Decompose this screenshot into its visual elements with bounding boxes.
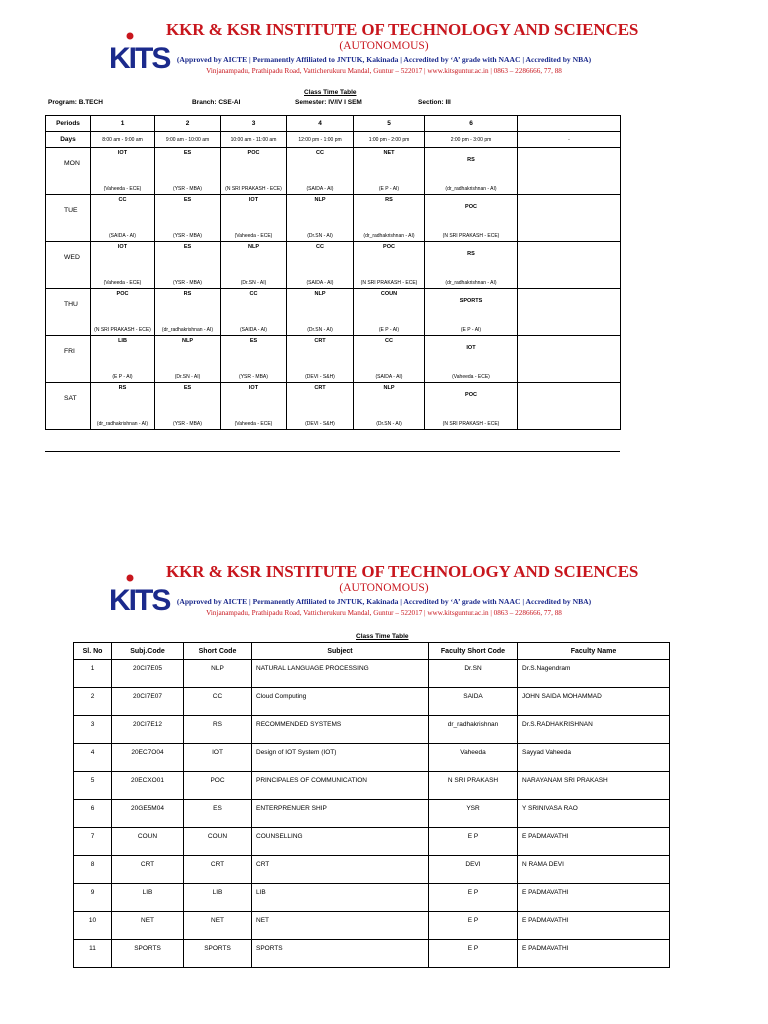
timetable-bottom-rule [45, 451, 620, 452]
table-cell: E PADMAVATHI [518, 940, 670, 968]
table-cell: E PADMAVATHI [518, 912, 670, 940]
timetable-cell [155, 148, 221, 195]
timetable-cell [91, 148, 155, 195]
subject-code: ES [183, 385, 192, 391]
timetable-cell [518, 289, 621, 336]
table-cell: E PADMAVATHI [518, 828, 670, 856]
table-cell: 10 [74, 912, 112, 940]
timetable-cell [518, 148, 621, 195]
faculty-code: (Dr.SN - AI) [240, 280, 267, 286]
timetable-cell [155, 336, 221, 383]
column-header: Faculty Short Code [429, 643, 518, 660]
timetable-cell [425, 242, 518, 289]
period-time: 9:00 am - 10:00 am [155, 132, 221, 148]
institute-accreditation: (Approved by AICTE | Permanently Affiliated to JNTUK, Kakinada | Accredited by ‘A’ grade with NAAC | Accredited by NBA) [176, 597, 592, 606]
timetable-cell [91, 383, 155, 430]
subject-code: ES [183, 244, 192, 250]
subject-code: COUN [380, 291, 398, 297]
timetable-row [46, 336, 621, 383]
table-cell: RECOMMENDED SYSTEMS [252, 716, 429, 744]
faculty-code: (E P - AI) [460, 327, 482, 333]
table-cell: NET [252, 912, 429, 940]
timetable-cell [287, 242, 354, 289]
timetable-cell [155, 195, 221, 242]
table-row [74, 828, 670, 856]
table-cell: Design of IOT System (IOT) [252, 744, 429, 772]
subject-code: NLP [314, 291, 326, 297]
day-label: TUE [64, 207, 78, 214]
column-header: Sl. No [74, 643, 112, 660]
table-cell: POC [184, 772, 252, 800]
subject-code: RS [467, 251, 475, 257]
day-cell [46, 148, 91, 195]
timetable-cell [221, 195, 287, 242]
table-cell: NARAYANAM SRI PRAKASH [518, 772, 670, 800]
timetable-cell [354, 195, 425, 242]
table-cell: N RAMA DEVI [518, 856, 670, 884]
timetable-cell [354, 242, 425, 289]
period-time: 8:00 am - 9:00 am [91, 132, 155, 148]
timetable-cell [91, 242, 155, 289]
table-cell: SPORTS [112, 940, 184, 968]
day-cell [46, 195, 91, 242]
table-cell: SPORTS [252, 940, 429, 968]
kits-logo [108, 568, 170, 618]
table-cell: 20ECXO01 [112, 772, 184, 800]
table-cell: COUN [112, 828, 184, 856]
table-cell: 20EC7O04 [112, 744, 184, 772]
table-cell: LIB [252, 884, 429, 912]
table-cell: N SRI PRAKASH [429, 772, 518, 800]
table-cell: RS [184, 716, 252, 744]
subject-code: NLP [314, 197, 326, 203]
timetable-cell [518, 336, 621, 383]
timetable-cell [354, 289, 425, 336]
subject-code: NLP [383, 385, 395, 391]
period-time: 10:00 am - 11:00 am [221, 132, 287, 148]
column-header: Short Code [184, 643, 252, 660]
table-row [74, 884, 670, 912]
faculty-code: (N SRI PRAKASH - ECE) [442, 233, 500, 239]
table-cell: 20CI7E05 [112, 660, 184, 688]
table-cell: CRT [184, 856, 252, 884]
column-header: Subject [252, 643, 429, 660]
subject-code: POC [247, 150, 260, 156]
table-cell: E P [429, 912, 518, 940]
faculty-code: (Vaheeda - ECE) [103, 186, 142, 192]
subject-code: POC [465, 392, 477, 398]
period-number: 5 [354, 116, 425, 132]
subject-code: IOT [117, 150, 128, 156]
faculty-code: (SAIDA - AI) [240, 327, 267, 333]
subject-code: ES [183, 150, 192, 156]
faculty-code: (Vaheeda - ECE) [452, 374, 490, 380]
faculty-code: (dr_radhakrishnan - AI) [96, 421, 149, 427]
subject-code: CC [316, 150, 324, 156]
timetable-cell [425, 383, 518, 430]
faculty-code: (N SRI PRAKASH - ECE) [225, 186, 282, 192]
faculty-code: (Dr.SN - AI) [174, 374, 201, 380]
faculty-code: (Vaheeda - ECE) [234, 421, 273, 427]
timetable-cell [287, 148, 354, 195]
semester-label: Semester: IV/IV I SEM [295, 99, 362, 106]
table-cell: 7 [74, 828, 112, 856]
section-label: Section: III [418, 99, 451, 106]
faculty-code: (Vaheeda - ECE) [103, 280, 142, 286]
table-cell: Dr.S.Nagendram [518, 660, 670, 688]
institute-address: Vinjanampadu, Prathipadu Road, Vatticherukuru Mandal, Guntur – 522017 | www.kitsguntur.ac.in | 0863 – 2286666, 77, 88 [206, 67, 562, 75]
timetable-cell [518, 383, 621, 430]
timetable-cell [155, 383, 221, 430]
day-cell [46, 289, 91, 336]
table-row [74, 744, 670, 772]
subject-code: ES [183, 197, 192, 203]
subject-code: CRT [314, 385, 326, 391]
institute-header-2 [108, 562, 639, 622]
faculty-code: (N SRI PRAKASH - ECE) [442, 421, 500, 427]
subject-code: CC [385, 338, 393, 344]
svg-text:KITS: KITS [109, 584, 170, 617]
subject-code: ES [249, 338, 258, 344]
table-cell: E P [429, 884, 518, 912]
subject-code: IOT [248, 197, 259, 203]
table-row [74, 940, 670, 968]
faculty-code: (dr_radhakrishnan - AI) [445, 186, 497, 192]
institute-name: KKR & KSR INSTITUTE OF TECHNOLOGY AND SCIENCES [166, 20, 639, 39]
table-cell: E P [429, 940, 518, 968]
days-label: Days [46, 132, 91, 148]
day-cell [46, 336, 91, 383]
subject-code: CC [249, 291, 258, 297]
subject-code: IOT [248, 385, 259, 391]
table-cell: SAIDA [429, 688, 518, 716]
column-header: Subj.Code [112, 643, 184, 660]
subject-code: NLP [248, 244, 259, 250]
table-cell: 9 [74, 884, 112, 912]
table-cell: dr_radhakrishnan [429, 716, 518, 744]
svg-text:KITS: KITS [109, 42, 170, 75]
period-number: 3 [221, 116, 287, 132]
timetable-row [46, 289, 621, 336]
period-time: 1:00 pm - 2:00 pm [354, 132, 425, 148]
timetable-cell [221, 336, 287, 383]
table-cell: Y SRINIVASA RAO [518, 800, 670, 828]
institute-accreditation: (Approved by AICTE | Permanently Affiliated to JNTUK, Kakinada | Accredited by ‘A’ grade with NAAC | Accredited by NBA) [176, 55, 592, 64]
faculty-code: (SAIDA - AI) [109, 233, 136, 239]
faculty-code: (DEVI - S&H) [305, 374, 335, 380]
subject-code: SPORTS [459, 298, 483, 304]
day-label: FRI [64, 348, 75, 355]
subject-code: CC [316, 244, 324, 250]
timetable-row [46, 242, 621, 289]
subject-code: NET [383, 150, 395, 156]
table-cell: Cloud Computing [252, 688, 429, 716]
table-cell: YSR [429, 800, 518, 828]
timetable-cell [354, 336, 425, 383]
faculty-code: (SAIDA - AI) [306, 186, 334, 192]
timetable-cell [221, 148, 287, 195]
timetable-cell [354, 383, 425, 430]
timetable-cell [425, 336, 518, 383]
day-cell [46, 383, 91, 430]
table-cell: 1 [74, 660, 112, 688]
faculty-code: (DEVI - S&H) [305, 421, 335, 427]
faculty-code: (Dr.SN - AI) [307, 233, 333, 239]
faculty-code: (dr_radhakrishnan - AI) [445, 280, 497, 286]
period-time: 12:00 pm - 1:00 pm [287, 132, 354, 148]
timetable-cell [91, 336, 155, 383]
table-cell: Sayyad Vaheeda [518, 744, 670, 772]
timetable-cell [425, 148, 518, 195]
timetable-cell [221, 289, 287, 336]
day-label: THU [64, 301, 78, 308]
timetable-cell [221, 383, 287, 430]
faculty-code: (dr_radhakrishnan - AI) [161, 327, 214, 333]
timetable-cell [354, 148, 425, 195]
institute-header [108, 20, 639, 80]
program-label: Program: B.TECH [48, 99, 103, 106]
subject-code: CRT [314, 338, 326, 344]
table-cell: LIB [184, 884, 252, 912]
subject-code: NLP [182, 338, 193, 344]
table-cell: 2 [74, 688, 112, 716]
timetable-cell [287, 383, 354, 430]
timetable-cell [91, 195, 155, 242]
institute-address: Vinjanampadu, Prathipadu Road, Vatticherukuru Mandal, Guntur – 522017 | www.kitsguntur.ac.in | 0863 – 2286666, 77, 88 [206, 609, 562, 617]
table-cell: 6 [74, 800, 112, 828]
faculty-code: (YSR - MBA) [173, 233, 202, 239]
table-row [74, 912, 670, 940]
table-cell: NLP [184, 660, 252, 688]
day-label: SAT [64, 395, 77, 402]
faculty-table-title: Class Time Table [356, 633, 409, 640]
period-time: 2:00 pm - 3:00 pm [425, 132, 518, 148]
timetable-row [46, 195, 621, 242]
timetable-cell [287, 289, 354, 336]
timetable-cell [518, 195, 621, 242]
table-cell: ES [184, 800, 252, 828]
faculty-code: (dr_radhakrishnan - AI) [363, 233, 415, 239]
faculty-code: (YSR - MBA) [239, 374, 268, 380]
timetable-cell [155, 242, 221, 289]
table-row [74, 716, 670, 744]
timetable-cell [425, 289, 518, 336]
timetable-cell [518, 242, 621, 289]
table-cell: JOHN SAIDA MOHAMMAD [518, 688, 670, 716]
institute-subtitle: (AUTONOMOUS) [339, 40, 429, 52]
table-cell: NATURAL LANGUAGE PROCESSING [252, 660, 429, 688]
subject-code: POC [383, 244, 395, 250]
timetable-row [46, 383, 621, 430]
period-number: 4 [287, 116, 354, 132]
table-cell: NET [112, 912, 184, 940]
timetable-cell [91, 289, 155, 336]
day-cell [46, 242, 91, 289]
table-cell: IOT [184, 744, 252, 772]
faculty-code: (YSR - MBA) [173, 280, 202, 286]
faculty-code: (Dr.SN - AI) [307, 327, 333, 333]
table-cell: E PADMAVATHI [518, 884, 670, 912]
institute-subtitle: (AUTONOMOUS) [339, 582, 429, 594]
subject-code: POC [465, 204, 477, 210]
table-cell: Dr.S.RADHAKRISHNAN [518, 716, 670, 744]
table-row [74, 800, 670, 828]
period-number: 2 [155, 116, 221, 132]
branch-label: Branch: CSE-AI [192, 99, 241, 106]
faculty-code: (Dr.SN - AI) [376, 421, 402, 427]
subject-code: RS [467, 157, 475, 163]
table-cell: SPORTS [184, 940, 252, 968]
table-cell: Dr.SN [429, 660, 518, 688]
table-row [74, 660, 670, 688]
faculty-code: (YSR - MBA) [173, 421, 202, 427]
faculty-code: (E P - AI) [112, 374, 133, 380]
table-cell: Vaheeda [429, 744, 518, 772]
table-cell: COUNSELLING [252, 828, 429, 856]
table-cell: 3 [74, 716, 112, 744]
kits-logo [108, 26, 170, 76]
faculty-code: (E P - AI) [378, 186, 400, 192]
period-number: 6 [425, 116, 518, 132]
table-cell: 11 [74, 940, 112, 968]
timetable-row [46, 148, 621, 195]
table-cell: NET [184, 912, 252, 940]
faculty-table [73, 642, 670, 968]
subject-code: RS [183, 291, 192, 297]
period-time: - [518, 132, 621, 148]
table-cell: CRT [252, 856, 429, 884]
table-cell: 20CI7E07 [112, 688, 184, 716]
table-cell: CRT [112, 856, 184, 884]
table-cell: 5 [74, 772, 112, 800]
timetable-cell [155, 289, 221, 336]
table-row [74, 856, 670, 884]
timetable-cell [287, 195, 354, 242]
table-cell: CC [184, 688, 252, 716]
faculty-code: (SAIDA - AI) [375, 374, 403, 380]
faculty-code: (YSR - MBA) [173, 186, 202, 192]
day-label: MON [64, 160, 80, 167]
timetable-cell [425, 195, 518, 242]
table-cell: 20GE5M04 [112, 800, 184, 828]
table-row [74, 688, 670, 716]
timetable-title: Class Time Table [304, 89, 357, 96]
subject-code: RS [118, 385, 127, 391]
table-row [74, 772, 670, 800]
column-header: Faculty Name [518, 643, 670, 660]
table-cell: 8 [74, 856, 112, 884]
subject-code: IOT [466, 345, 476, 351]
period-number: 1 [91, 116, 155, 132]
subject-code: LIB [118, 338, 127, 344]
table-cell: E P [429, 828, 518, 856]
periods-label: Periods [46, 116, 91, 132]
table-cell: ENTERPRENUER SHIP [252, 800, 429, 828]
subject-code: IOT [117, 244, 128, 250]
subject-code: RS [385, 197, 393, 203]
faculty-code: (N SRI PRAKASH - ECE) [360, 280, 418, 286]
subject-code: CC [118, 197, 127, 203]
period-number [518, 116, 621, 132]
table-cell: 4 [74, 744, 112, 772]
table-cell: DEVI [429, 856, 518, 884]
subject-code: POC [116, 291, 129, 297]
day-label: WED [64, 254, 80, 261]
table-cell: COUN [184, 828, 252, 856]
timetable-cell [221, 242, 287, 289]
institute-name: KKR & KSR INSTITUTE OF TECHNOLOGY AND SCIENCES [166, 562, 639, 581]
faculty-code: (SAIDA - AI) [306, 280, 334, 286]
faculty-code: (E P - AI) [378, 327, 400, 333]
class-timetable [45, 115, 621, 430]
table-cell: 20CI7E12 [112, 716, 184, 744]
timetable-cell [287, 336, 354, 383]
table-cell: LIB [112, 884, 184, 912]
faculty-code: (Vaheeda - ECE) [234, 233, 273, 239]
table-cell: PRINCIPALES OF COMMUNICATION [252, 772, 429, 800]
faculty-code: (N SRI PRAKASH - ECE) [94, 327, 151, 333]
